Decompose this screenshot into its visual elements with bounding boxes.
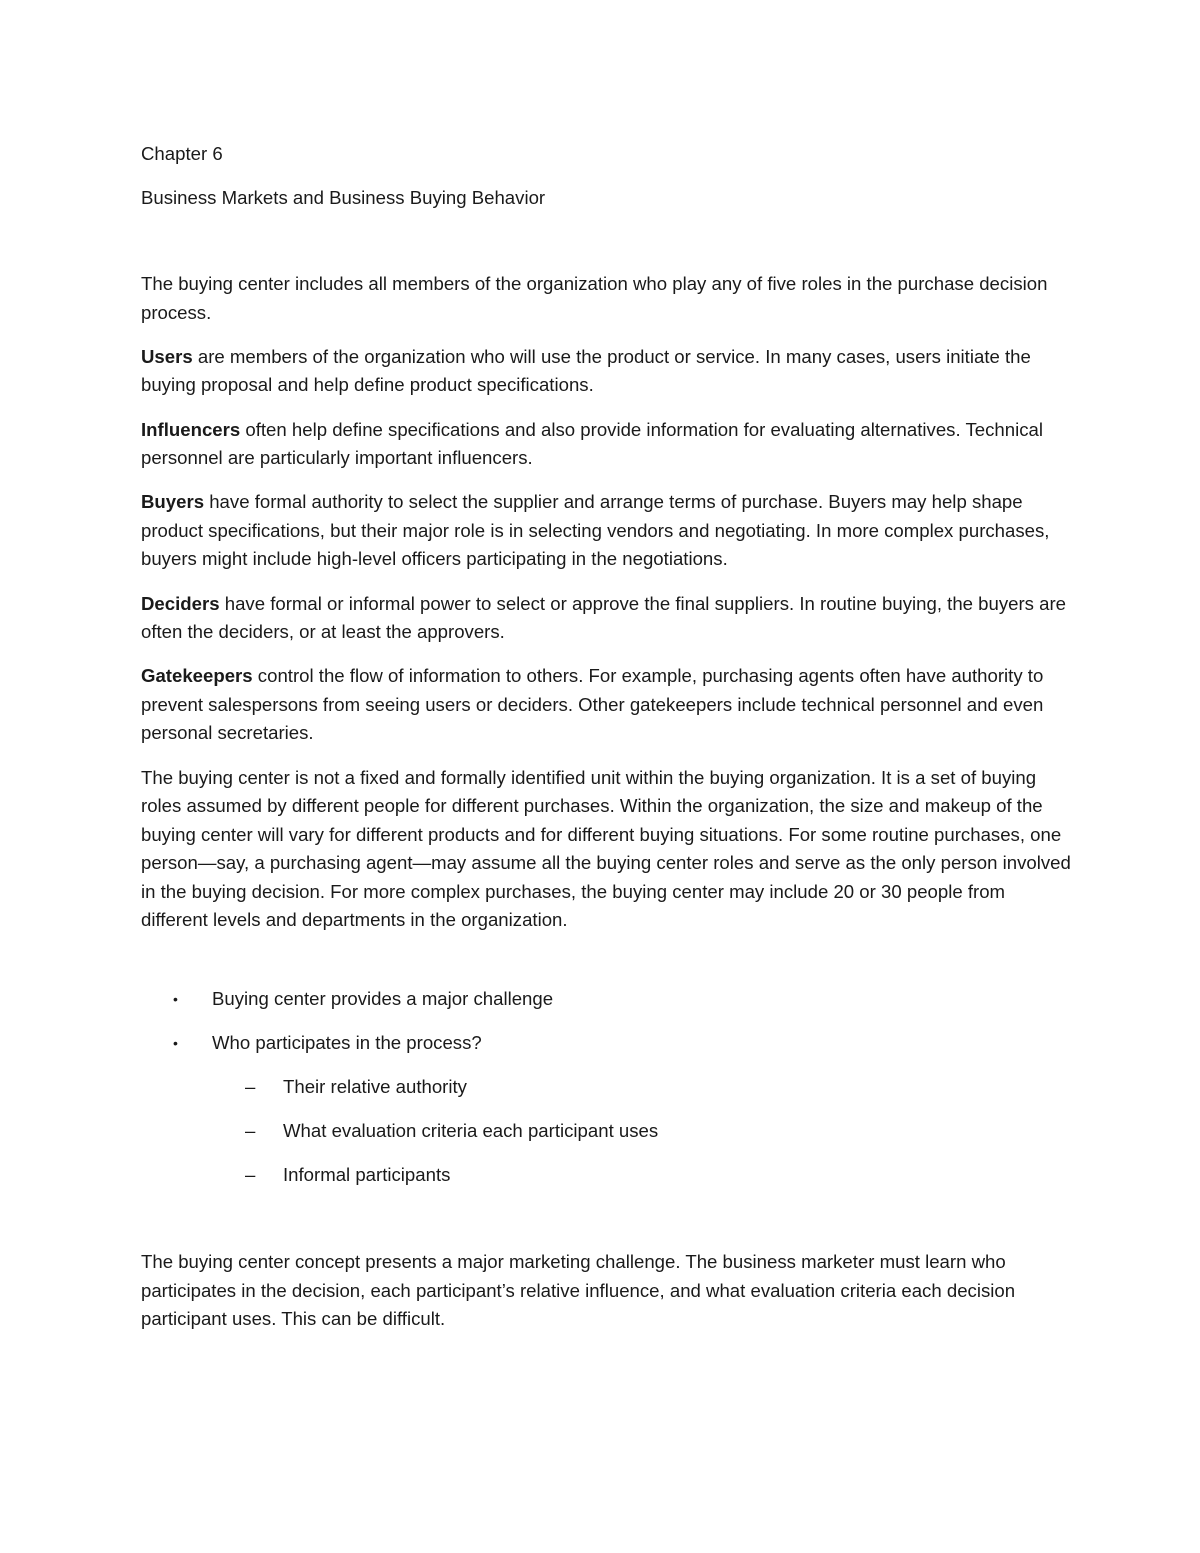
sub-list-item — [141, 1161, 1071, 1190]
dash-icon: – — [245, 1120, 256, 1142]
role-term: Users — [141, 345, 193, 367]
summary-paragraph: The buying center is not a fixed and formally identified unit within the buying organization. It is a set of buying roles assumed by different people for different purchases. Within the organization, the size and makeup of the buying center will vary for different products and for different buying situations. For some routine purchases, one person—say, a purchasing agent—may assume all the buying center roles and serve as the only person involved in the buying decision. For more complex purchases, the buying center may include 20 or 30 people from different levels and departments in the organization. — [141, 766, 1071, 931]
role-paragraph-users — [141, 343, 1071, 400]
sub-list-item — [141, 1073, 1071, 1102]
chapter-heading: Chapter 6 — [141, 143, 223, 164]
document-body — [141, 140, 1071, 1334]
dash-icon: – — [245, 1164, 256, 1186]
role-description: often help define specifications and also provide information for evaluating alternatives. Technical personnel are particularly important influencers. — [141, 418, 1043, 469]
role-paragraph-buyers — [141, 488, 1071, 574]
chapter-subtitle: Business Markets and Business Buying Behavior — [141, 186, 546, 208]
list-item — [141, 985, 1071, 1014]
list-item — [141, 1029, 1071, 1058]
sub-list-item-text: Their relative authority — [283, 1076, 467, 1098]
role-term: Gatekeepers — [141, 665, 253, 687]
role-description: control the flow of information to others. For example, purchasing agents often have authority to prevent salespersons from seeing users or deciders. Other gatekeepers include technical personnel and even personal secretaries. — [141, 665, 1044, 744]
role-description: have formal or informal power to select or approve the final suppliers. In routine buying, the buyers are often the deciders, or at least the approvers. — [141, 592, 1067, 643]
bullet-icon: • — [173, 1035, 178, 1052]
role-paragraph-influencers — [141, 416, 1071, 473]
bullet-icon: • — [173, 991, 178, 1008]
role-term: Buyers — [141, 491, 205, 513]
role-term: Deciders — [141, 592, 220, 614]
sub-list-item-text: Informal participants — [283, 1164, 451, 1186]
role-description: have formal authority to select the supplier and arrange terms of purchase. Buyers may help shape product specifications, but their major role is in selecting vendors and negotiating. In more complex purchases, buyers might include high-level officers participating in the negotiations. — [141, 491, 1050, 570]
list-item-text: Who participates in the process? — [212, 1032, 482, 1054]
role-term: Influencers — [141, 418, 241, 440]
sub-list-item-text: What evaluation criteria each participant uses — [283, 1120, 659, 1142]
bullet-list — [141, 985, 1071, 1190]
intro-paragraph: The buying center includes all members of the organization who play any of five roles in the purchase decision process. — [141, 273, 1048, 323]
closing-paragraph: The buying center concept presents a major marketing challenge. The business marketer must learn who participates in the decision, each participant’s relative influence, and what evaluation criteria each decision participant uses. This can be difficult. — [141, 1251, 1016, 1330]
list-item-text: Buying center provides a major challenge — [212, 988, 554, 1010]
role-description: are members of the organization who will use the product or service. In many cases, users initiate the buying proposal and help define product specifications. — [141, 345, 1031, 396]
dash-icon: – — [245, 1076, 256, 1098]
sub-list-item — [141, 1117, 1071, 1146]
role-paragraph-deciders — [141, 590, 1071, 647]
role-paragraph-gatekeepers — [141, 662, 1071, 748]
